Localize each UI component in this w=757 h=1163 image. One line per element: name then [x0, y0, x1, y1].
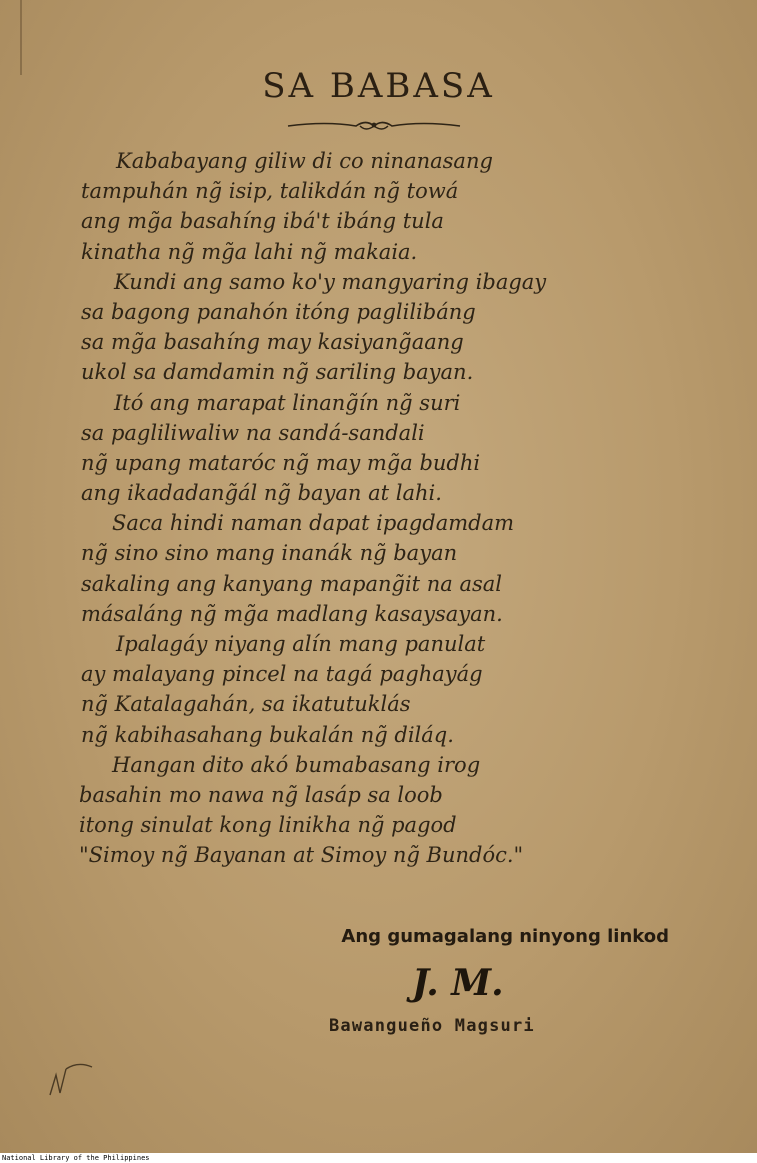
poem-line: tampuhán ng̃ isip, talikdán ng̃ towá — [81, 179, 459, 204]
poem-line: Saca hindi naman dapat ipagdamdam — [112, 511, 515, 536]
poem-line: "Simoy ng̃ Bayanan at Simoy ng̃ Bundóc." — [79, 843, 524, 868]
poem-line: ukol sa damdamin ng̃ sariling bayan. — [81, 360, 474, 385]
stanza-3 — [0, 388, 757, 509]
library-credit: National Library of the Philippines — [2, 1154, 150, 1162]
page-title: SA BABASA — [262, 66, 495, 106]
stanza-6 — [0, 750, 757, 871]
handwritten-mark — [44, 1055, 104, 1105]
poem-line: basahin mo nawa ng̃ lasáp sa loob — [79, 782, 443, 807]
poem-line: sa mg̃a basahíng may kasiyang̃aang — [81, 330, 464, 355]
poem-line: másaláng ng̃ mg̃a madlang kasaysayan. — [81, 601, 503, 626]
stanza-2 — [0, 267, 757, 388]
title-ornament — [286, 117, 462, 135]
poem-line: Kundi ang samo ko'y mangyaring ibagay — [114, 269, 547, 294]
poem-line: sa bagong panahón itóng paglilibáng — [81, 299, 476, 324]
poem-body — [0, 146, 757, 871]
author-initials: J. M. — [412, 962, 504, 1004]
poem-line: ay malayang pincel na tagá paghayág — [81, 662, 483, 687]
poem-line: itong sinulat kong linikha ng̃ pagod — [79, 813, 457, 838]
poem-line: sa pagliliwaliw na sandá-sandali — [81, 420, 425, 445]
poem-line: sakaling ang kanyang mapang̃it na asal — [81, 571, 503, 596]
page-fold-mark — [20, 0, 22, 75]
stanza-4 — [0, 508, 757, 629]
poem-line: ng̃ upang mataróc ng̃ may mg̃a budhi — [81, 450, 481, 475]
poem-line: ng̃ Katalagahán, sa ikatutuklás — [81, 692, 411, 717]
poem-line: Kababayang giliw di co ninanasang — [116, 149, 493, 173]
stanza-1 — [0, 146, 757, 267]
poem-line: Hangan dito akó bumabasang irog — [112, 752, 481, 777]
poem-line: ang mg̃a basahíng ibá't ibáng tula — [81, 209, 444, 234]
signoff-text: Ang gumagalang ninyong linkod — [341, 926, 669, 947]
poem-line: ng̃ sino sino mang inanák ng̃ bayan — [81, 541, 458, 566]
signer-name: Bawangueño Magsuri — [329, 1016, 535, 1036]
poem-line: Ipalagáy niyang alín mang panulat — [116, 632, 486, 656]
poem-line: Itó ang marapat linang̃ín ng̃ suri — [114, 390, 461, 415]
poem-line: kinatha ng̃ mg̃a lahi ng̃ makaia. — [81, 239, 418, 264]
stanza-5 — [0, 629, 757, 750]
poem-line: ng̃ kabihasahang bukalán ng̃ diláq. — [81, 722, 454, 747]
poem-line: ang ikadadang̃ál ng̃ bayan at lahi. — [81, 481, 442, 506]
